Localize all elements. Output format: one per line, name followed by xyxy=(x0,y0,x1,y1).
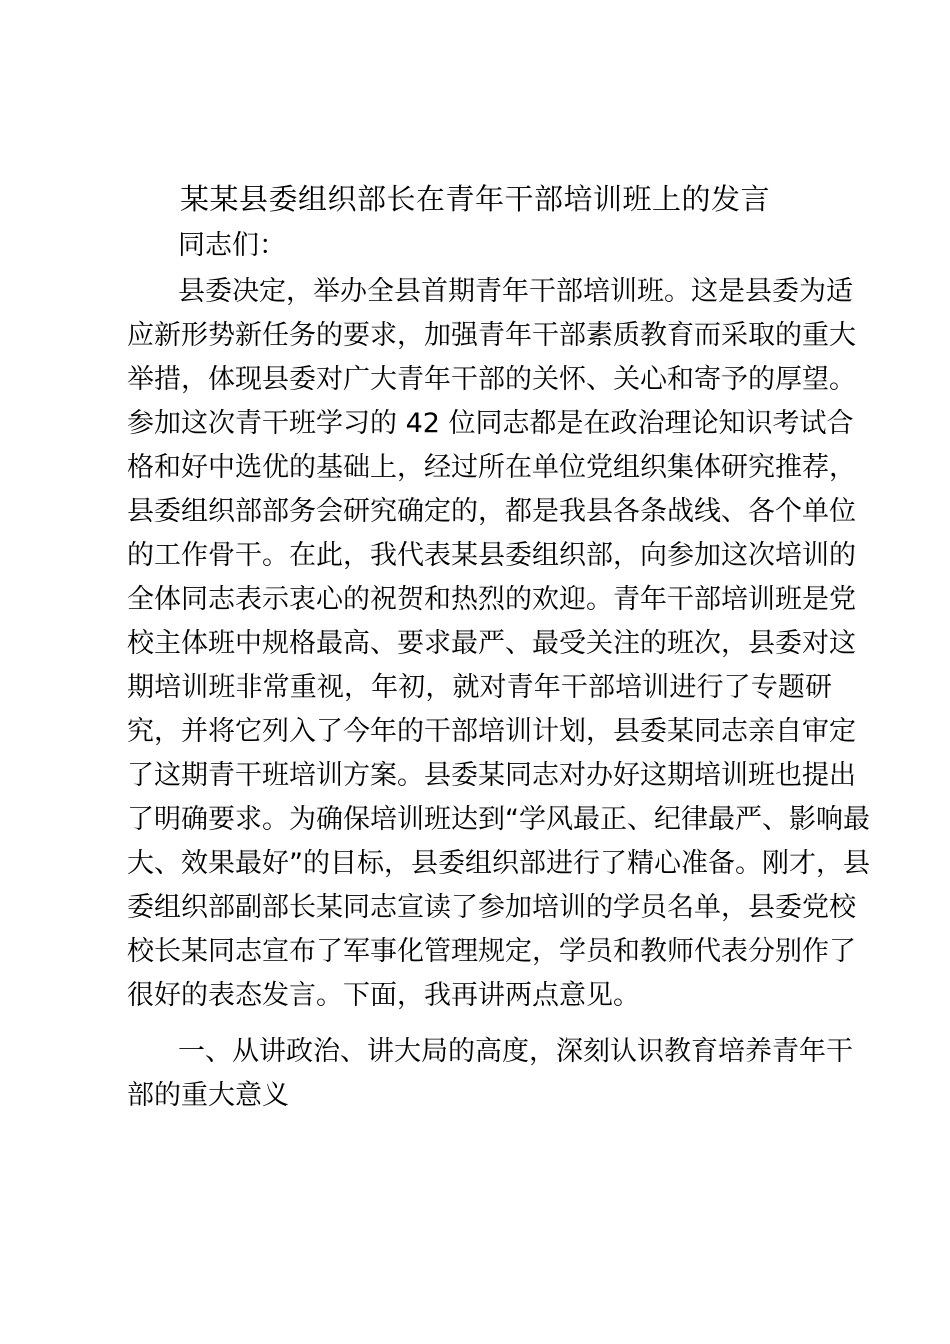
body-paragraph xyxy=(127,270,870,1018)
paragraph-line: 究，并将它列入了今年的干部培训计划，县委某同志亲自审定 xyxy=(127,716,856,747)
paragraph-line: 了明确要求。为确保培训班达到“学风最正、纪律最严、影响最 xyxy=(127,804,870,835)
paragraph-line: 县委组织部部务会研究确定的，都是我县各条战线、各个单位 xyxy=(127,496,856,527)
paragraph-line: 了这期青干班培训方案。县委某同志对办好这期培训班也提出 xyxy=(127,760,856,791)
paragraph-line: 校主体班中规格最高、要求最严、最受关注的班次，县委对这 xyxy=(127,628,856,659)
paragraph-line: 很好的表态发言。下面，我再讲两点意见。 xyxy=(127,980,640,1011)
section-heading xyxy=(127,1030,853,1118)
paragraph-line: 参加这次青干班学习的 42 位同志都是在政治理论知识考试合 xyxy=(127,408,854,439)
paragraph-line: 应新形势新任务的要求，加强青年干部素质教育而采取的重大 xyxy=(127,320,856,351)
paragraph-line: 全体同志表示衷心的祝贺和热烈的欢迎。青年干部培训班是党 xyxy=(127,584,856,615)
document-title: 某某县委组织部长在青年干部培训班上的发言 xyxy=(179,182,770,216)
heading-line: 部的重大意义 xyxy=(127,1080,289,1111)
paragraph-line: 校长某同志宣布了军事化管理规定，学员和教师代表分别作了 xyxy=(127,936,856,967)
paragraph-line: 委组织部副部长某同志宣读了参加培训的学员名单，县委党校 xyxy=(127,892,856,923)
paragraph-line: 举措，体现县委对广大青年干部的关怀、关心和寄予的厚望。 xyxy=(127,364,856,395)
paragraph-line: 的工作骨干。在此，我代表某县委组织部，向参加这次培训的 xyxy=(127,540,856,571)
paragraph-line: 期培训班非常重视，年初，就对青年干部培训进行了专题研 xyxy=(127,672,832,703)
salutation: 同志们： xyxy=(178,230,286,261)
heading-line: 一、从讲政治、讲大局的高度，深刻认识教育培养青年干 xyxy=(178,1036,853,1067)
paragraph-line: 县委决定，举办全县首期青年干部培训班。这是县委为适 xyxy=(178,276,853,307)
paragraph-line: 格和好中选优的基础上，经过所在单位党组织集体研究推荐， xyxy=(127,452,856,483)
paragraph-line: 大、效果最好”的目标，县委组织部进行了精心准备。刚才，县 xyxy=(127,848,870,879)
